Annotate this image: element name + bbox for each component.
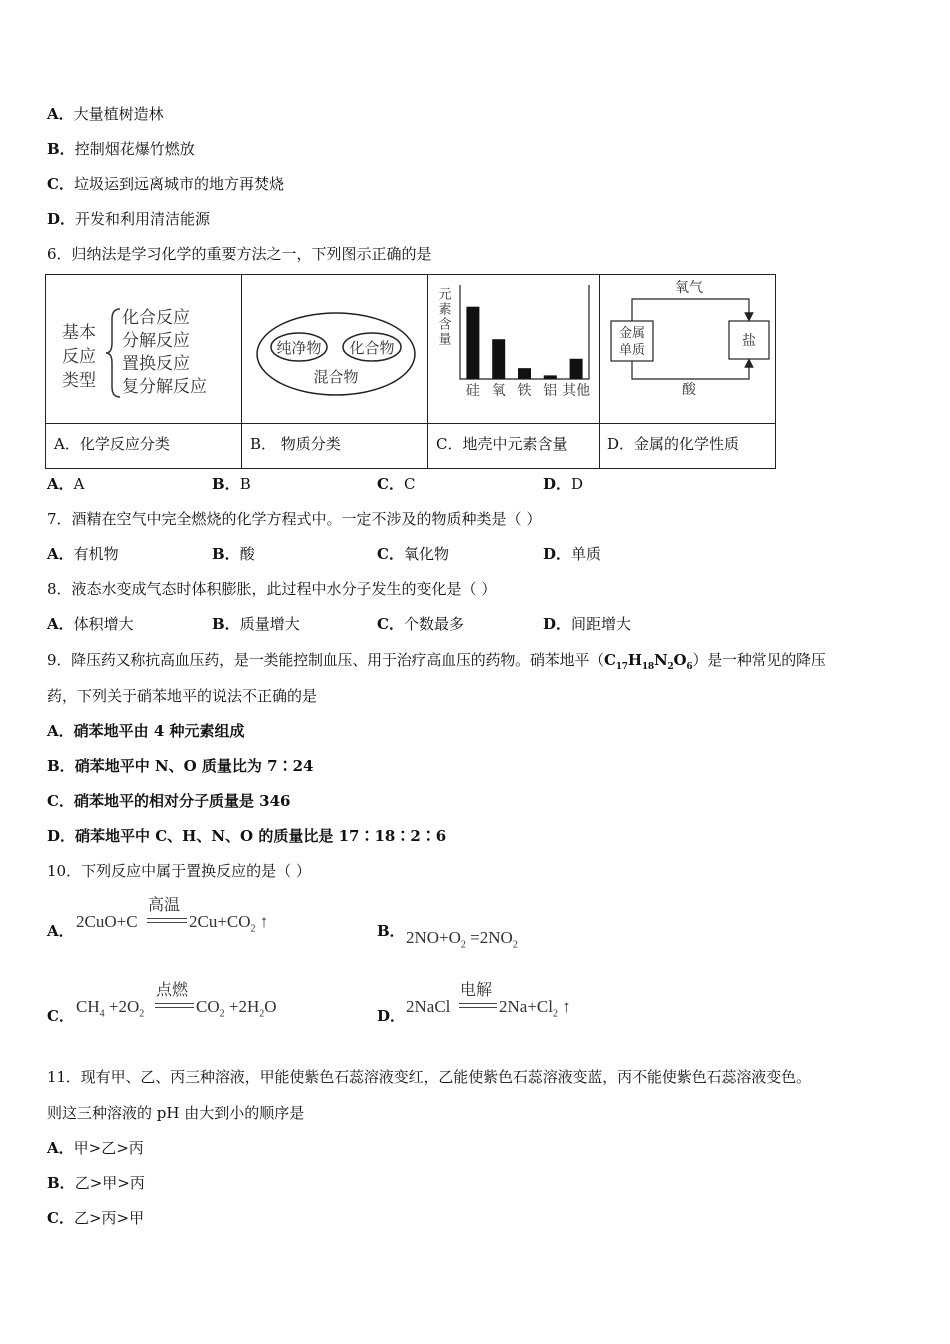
option-letter: C． [377, 545, 404, 563]
q8-option-d [543, 614, 631, 634]
option-letter: D． [543, 545, 572, 563]
option-text: 硝苯地平由 4 种元素组成 [73, 722, 245, 740]
metal-properties-diagram [603, 277, 775, 397]
option-text: 体积增大 [73, 615, 134, 633]
option-text: 酸 [239, 545, 255, 563]
q11-option-c [47, 1208, 144, 1228]
bar-3 [544, 375, 557, 379]
option-text: 控制烟花爆竹燃放 [74, 140, 195, 158]
caption-c: C．地壳中元素含量 [436, 435, 568, 453]
q7-option-d [543, 544, 601, 564]
option-letter: C． [377, 475, 404, 493]
option-letter: C． [47, 792, 74, 810]
label-line: 类型 [62, 371, 96, 391]
double-line-icon [459, 1003, 497, 1008]
option-letter: A． [47, 105, 74, 123]
q6-option-a [47, 474, 84, 494]
reaction-item: 分解反应 [122, 331, 190, 351]
equation-d-left: 2NaCl [406, 997, 451, 1016]
bar-0 [466, 307, 479, 379]
option-letter: A． [47, 475, 74, 493]
label-line: 基本 [62, 323, 96, 343]
option-letter: B． [47, 140, 75, 158]
option-letter: A． [47, 1139, 74, 1157]
bar-label-1: 氧 [491, 383, 506, 397]
option-text: A [73, 475, 85, 493]
reaction-types-label [62, 321, 96, 393]
equation-a-condition: 高温 [148, 895, 181, 914]
option-text: 间距增大 [571, 615, 632, 633]
bar-2 [518, 368, 531, 379]
option-letter: C． [47, 175, 74, 193]
option-text: 质量增大 [239, 615, 300, 633]
q8-option-c [377, 614, 464, 634]
reaction-item: 化合反应 [122, 308, 190, 328]
caption-a: A．化学反应分类 [54, 435, 170, 453]
bar-label-0: 硅 [465, 383, 480, 397]
option-letter: B． [212, 475, 240, 493]
equation-c-left: $CH_4 +2O_2$ [76, 997, 145, 1020]
equation-d-condition: 电解 [460, 980, 493, 999]
option-text: 硝苯地平中 C、H、N、O 的质量比是 17∶18∶2∶6 [75, 827, 447, 845]
q5-option-c [47, 174, 284, 194]
label-line: 反应 [62, 347, 96, 367]
equation-d-right: $2Na+Cl_2$ ↑ [499, 997, 571, 1020]
option-letter: D． [47, 827, 76, 845]
stem-text: ）是一种常见的降压 [692, 651, 826, 669]
pure-substance-label: 纯净物 [276, 339, 322, 357]
q6-option-d [543, 474, 583, 494]
stem-text: 9．降压药又称抗高血压药，是一类能控制血压、用于治疗高血压的药物。硝苯地平（ [47, 651, 604, 669]
equation-b: $2NO+O_2 =2NO_2$ [406, 928, 518, 951]
q7-stem: 7．酒精在空气中完全燃烧的化学方程式中。一定不涉及的物质种类是（ ） [47, 510, 542, 528]
option-text: 单质 [571, 545, 602, 563]
option-text: 有机物 [73, 545, 119, 563]
q11-stem-line1: 11．现有甲、乙、丙三种溶液，甲能使紫色石蕊溶液变红，乙能使紫色石蕊溶液变蓝，丙不能使紫色石蕊溶液变色。 [47, 1068, 811, 1086]
bar-4 [570, 359, 583, 379]
equation-a-left: 2CuO+C [76, 912, 138, 931]
option-text: 大量植树造林 [73, 105, 164, 123]
oxygen-label: 氧气 [675, 280, 703, 296]
q9-option-a [47, 721, 245, 741]
q7-option-c [377, 544, 449, 564]
double-line-icon [155, 1003, 194, 1008]
option-text: 乙>丙>甲 [73, 1209, 145, 1227]
q8-option-a [47, 614, 134, 634]
reaction-item: 置换反应 [122, 354, 190, 374]
classification-diagram [252, 299, 420, 399]
q11-option-a [47, 1138, 144, 1158]
q6-stem: 6．归纳法是学习化学的重要方法之一，下列图示正确的是 [47, 245, 432, 263]
q6-diagram-table [45, 274, 776, 469]
option-text: 甲>乙>丙 [73, 1139, 144, 1157]
option-text: 个数最多 [403, 615, 464, 633]
q6-option-c [377, 474, 415, 494]
compound-label: 化合物 [349, 339, 395, 357]
q10-stem: 10．下列反应中属于置换反应的是（ ） [47, 862, 311, 880]
option-letter: D． [543, 475, 572, 493]
bar-1 [492, 339, 505, 379]
metal-label-line2: 单质 [618, 343, 646, 358]
option-letter: C． [47, 1209, 74, 1227]
q5-option-a [47, 104, 164, 124]
element-content-chart [431, 279, 596, 397]
option-letter: C． [377, 615, 404, 633]
chart-ylabel: 元素含量 [435, 287, 451, 347]
reaction-types-list [122, 307, 207, 399]
q9-option-b [47, 756, 313, 776]
option-letter: B． [47, 1174, 75, 1192]
option-text: 开发和利用清洁能源 [75, 210, 211, 228]
equation-c-condition: 点燃 [156, 980, 189, 999]
bar-label-3: 铝 [543, 383, 558, 397]
caption-b: B． 物质分类 [250, 435, 341, 453]
acid-arrow [632, 361, 749, 379]
option-letter: A． [47, 545, 74, 563]
double-line-icon [147, 918, 187, 923]
acid-label: 酸 [682, 382, 696, 397]
option-text: B [239, 475, 251, 493]
option-text: 乙>甲>丙 [74, 1174, 145, 1192]
q9-option-c [47, 791, 291, 811]
curly-brace-icon [104, 305, 124, 401]
option-letter: B． [212, 545, 240, 563]
q9-option-d [47, 826, 446, 846]
option-letter: B． [47, 757, 75, 775]
equation-a-right: $2Cu+CO_2$ ↑ [189, 912, 269, 935]
option-text: 垃圾运到远离城市的地方再焚烧 [73, 175, 284, 193]
reaction-item: 复分解反应 [122, 377, 207, 397]
q9-stem-line1 [47, 650, 826, 677]
q8-option-b [212, 614, 300, 634]
bar-label-2: 铁 [517, 383, 532, 397]
q11-stem-line2: 则这三种溶液的 pH 由大到小的顺序是 [47, 1104, 305, 1122]
option-letter: A． [47, 722, 74, 740]
q5-option-d [47, 209, 210, 229]
q10-option-d-letter: D． [377, 1007, 406, 1025]
caption-d: D．金属的化学性质 [607, 435, 740, 453]
option-text: 氧化物 [403, 545, 449, 563]
option-letter: B． [212, 615, 240, 633]
option-letter: D． [543, 615, 572, 633]
q11-option-b [47, 1173, 145, 1193]
q5-option-b [47, 139, 195, 159]
q7-option-b [212, 544, 255, 564]
q10-option-c-letter: C． [47, 1007, 74, 1025]
option-text: C [403, 475, 416, 493]
q10-option-b-letter: B． [377, 922, 405, 940]
mixture-label: 混合物 [313, 368, 359, 386]
q8-stem: 8．液态水变成气态时体积膨胀，此过程中水分子发生的变化是（ ） [47, 580, 497, 598]
option-text: D [571, 475, 584, 493]
q7-option-a [47, 544, 119, 564]
option-letter: D． [47, 210, 76, 228]
equation-c-right: $CO_2 +2H_2O$ [196, 997, 277, 1020]
option-text: 硝苯地平的相对分子质量是 346 [73, 792, 291, 810]
bar-label-4: 其他 [562, 383, 591, 397]
molecular-formula: $C_{17}H_{18}N_2O_6$ [603, 651, 693, 672]
salt-label: 盐 [742, 333, 756, 349]
metal-label-line1: 金属 [618, 326, 646, 341]
option-text: 硝苯地平中 N、O 质量比为 7∶24 [74, 757, 314, 775]
q6-option-b [212, 474, 251, 494]
q10-option-a-letter: A． [47, 922, 74, 940]
q9-stem-line2: 药，下列关于硝苯地平的说法不正确的是 [47, 687, 318, 705]
oxygen-arrow [632, 299, 749, 321]
option-letter: A． [47, 615, 74, 633]
